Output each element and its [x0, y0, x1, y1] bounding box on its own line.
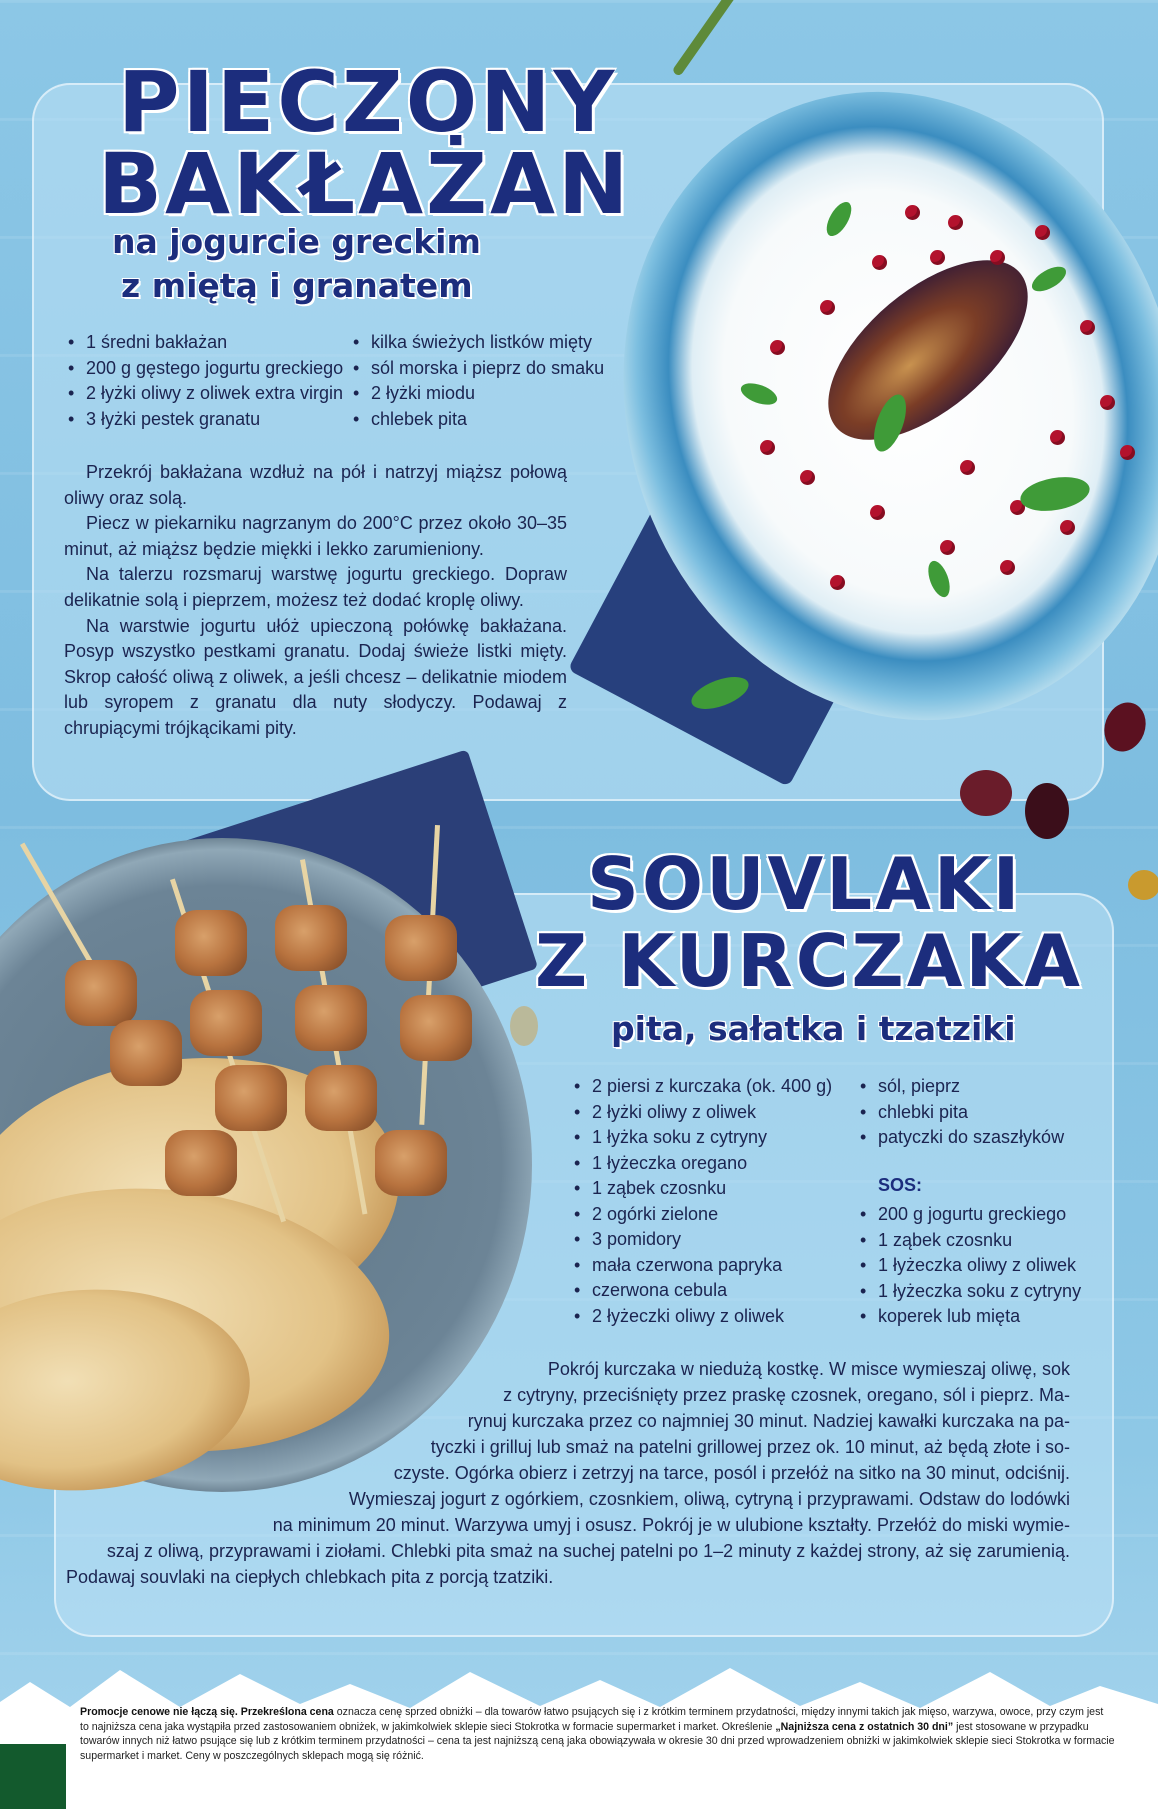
ingredient-item: • kilka świeżych listków mięty [349, 330, 604, 356]
recipe2-subtitle: pita, sałatka i tzatziki [611, 1009, 1016, 1048]
olive [1098, 697, 1153, 758]
disclaimer-text: oznacza cenę sprzed obniżki – dla towarów łatwo psujących się i z krótkim terminem przydatności, między innymi takich jak mięso, warzywa, owoce, przy czym jest to najniższa cena jaka wystąpiła przed zastosowaniem obniżek, w jakimkolwiek sklepie sieci Stokrotka w formacie supermarket i market. Określenie [80, 1706, 1104, 1733]
instruction-line: czyste. Ogórka obierz i zetrzyj na tarce, posól i przełóż na sitko na 30 minut, odciśnij. [393, 1463, 1070, 1483]
ingredient-item: • 1 średni bakłażan [64, 330, 343, 356]
ingredient-item: • 2 ogórki zielone [570, 1202, 832, 1228]
disclaimer-bold: Promocje cenowe nie łączą się. [80, 1706, 238, 1718]
ingredient-item: • chlebki pita [856, 1100, 1064, 1126]
olive [960, 770, 1012, 816]
recipe2-ingredients-left [570, 1074, 832, 1329]
ingredient-item: • 2 piersi z kurczaka (ok. 400 g) [570, 1074, 832, 1100]
ingredient-item: • 2 łyżki oliwy z oliwek extra virgin [64, 381, 343, 407]
recipe2-sauce-ingredients [856, 1202, 1081, 1330]
ingredient-item: • 3 łyżki pestek granatu [64, 407, 343, 433]
recipe1-subtitle-line2: z miętą i granatem [121, 266, 473, 305]
recipe2-title-line2: Z KURCZAKA [535, 919, 1083, 1003]
instruction-line: Podawaj souvlaki na ciepłych chlebkach pita z porcją tzatziki. [66, 1567, 554, 1587]
ingredient-item: • czerwona cebula [570, 1278, 832, 1304]
instruction-line: tyczki i grilluj lub smaż na patelni grillowej przez ok. 10 minut, aż będą złote i so- [430, 1437, 1070, 1457]
ingredient-item: • 3 pomidory [570, 1227, 832, 1253]
ingredient-item: • 1 ząbek czosnku [856, 1228, 1081, 1254]
ingredient-item: • sól morska i pieprz do smaku [349, 356, 604, 382]
ingredient-item: • sól, pieprz [856, 1074, 1064, 1100]
instruction-line: szaj z oliwą, przyprawami i ziołami. Chlebki pita smaż na suchej patelni po 1–2 minuty z każdej strony, aż się zarumienią. [106, 1541, 1070, 1561]
ingredient-item: • 2 łyżki miodu [349, 381, 604, 407]
instruction-line: Pokrój kurczaka w niedużą kostkę. W misce wymieszaj oliwę, sok [547, 1359, 1070, 1379]
ingredient-item: • 1 ząbek czosnku [570, 1176, 832, 1202]
ingredient-item: • 1 łyżeczka oliwy z oliwek [856, 1253, 1081, 1279]
disclaimer-bold: Przekreślona cena [240, 1706, 334, 1718]
ingredient-item: • chlebek pita [349, 407, 604, 433]
brand-green-bar [0, 1744, 66, 1809]
ingredient-item: • koperek lub mięta [856, 1304, 1081, 1330]
olive-branch [671, 0, 748, 77]
recipe1-title-line2: BAKŁAŻAN [98, 135, 632, 233]
ingredient-item: • 1 łyżeczka oregano [570, 1151, 832, 1177]
recipe1-title-line1: PIECZONY [118, 53, 618, 151]
disclaimer-text: jest stosowane w przypadku towarów innych niż łatwo psujące się lub z krótkim terminem przydatności – cena ta jest najniższą ceną jaka obowiązywała w okresie 30 dni przed wprowadzeniem obniżki w jakimkolwiek sklepie sieci Stokrotka w formacie supermarket i market. Ceny w poszczególnych sklepach mogą się różnić. [80, 1720, 1115, 1762]
recipe1-subtitle-line1: na jogurcie greckim [112, 222, 481, 261]
instruction-paragraph: Na talerzu rozsmaruj warstwę jogurtu greckiego. Dopraw delikatnie solą i pieprzem, możesz też dodać kroplę oliwy. [64, 564, 567, 610]
instruction-line: rynuj kurczaka przez co najmniej 30 minut. Nadziej kawałki kurczaka na pa- [467, 1411, 1070, 1431]
instruction-paragraph: Przekrój bakłażana wzdłuż na pół i natrzyj miąższ połową oliwy oraz solą. [64, 462, 567, 508]
recipe2-title-line1: SOUVLAKI [587, 842, 1023, 926]
ingredient-item: • 1 łyżka soku z cytryny [570, 1125, 832, 1151]
instruction-paragraph: Piecz w piekarniku nagrzanym do 200°C przez około 30–35 minut, aż miąższ będzie miękki i lekko zarumieniony. [64, 513, 567, 559]
instruction-line: z cytryny, przeciśnięty przez praskę czosnek, oregano, sól i pieprz. Ma- [503, 1385, 1070, 1405]
ingredient-item: • mała czerwona papryka [570, 1253, 832, 1279]
recipe1-instructions [64, 460, 567, 742]
instruction-paragraph: Na warstwie jogurtu ułóż upieczoną połówkę bakłażana. Posyp wszystko pestkami granatu. Dodaj świeże listki mięty. Skrop całość oliwą z oliwek, a jeśli chcesz – delikatnie miodem lub syropem z granatu dla nuty słodyczy. Podawaj z chrupiącymi trójkącikami pity. [64, 615, 567, 738]
recipe1-ingredients-left [64, 330, 343, 432]
ingredient-item: • 200 g gęstego jogurtu greckiego [64, 356, 343, 382]
instruction-line: Wymieszaj jogurt z ogórkiem, czosnkiem, oliwą, cytryną i przyprawami. Odstaw do lodówki [348, 1489, 1070, 1509]
recipe1-ingredients-right [349, 330, 604, 432]
ingredient-item: • 1 łyżeczka soku z cytryny [856, 1279, 1081, 1305]
sauce-heading: SOS: [878, 1175, 923, 1195]
ingredient-item: • 200 g jogurtu greckiego [856, 1202, 1081, 1228]
disclaimer-bold: „Najniższa cena z ostatnich 30 dni” [775, 1720, 954, 1733]
legal-disclaimer [80, 1705, 1115, 1763]
olive [1025, 783, 1069, 839]
ingredient-item: • 2 łyżeczki oliwy z oliwek [570, 1304, 832, 1330]
ingredient-item: • 2 łyżki oliwy z oliwek [570, 1100, 832, 1126]
ingredient-item: • patyczki do szaszłyków [856, 1125, 1064, 1151]
recipe2-ingredients-right [856, 1074, 1064, 1151]
olive [1128, 870, 1158, 900]
instruction-line: na minimum 20 minut. Warzywa umyj i osusz. Pokrój je w ulubione kształty. Przełóż do miski wymie- [272, 1515, 1070, 1535]
